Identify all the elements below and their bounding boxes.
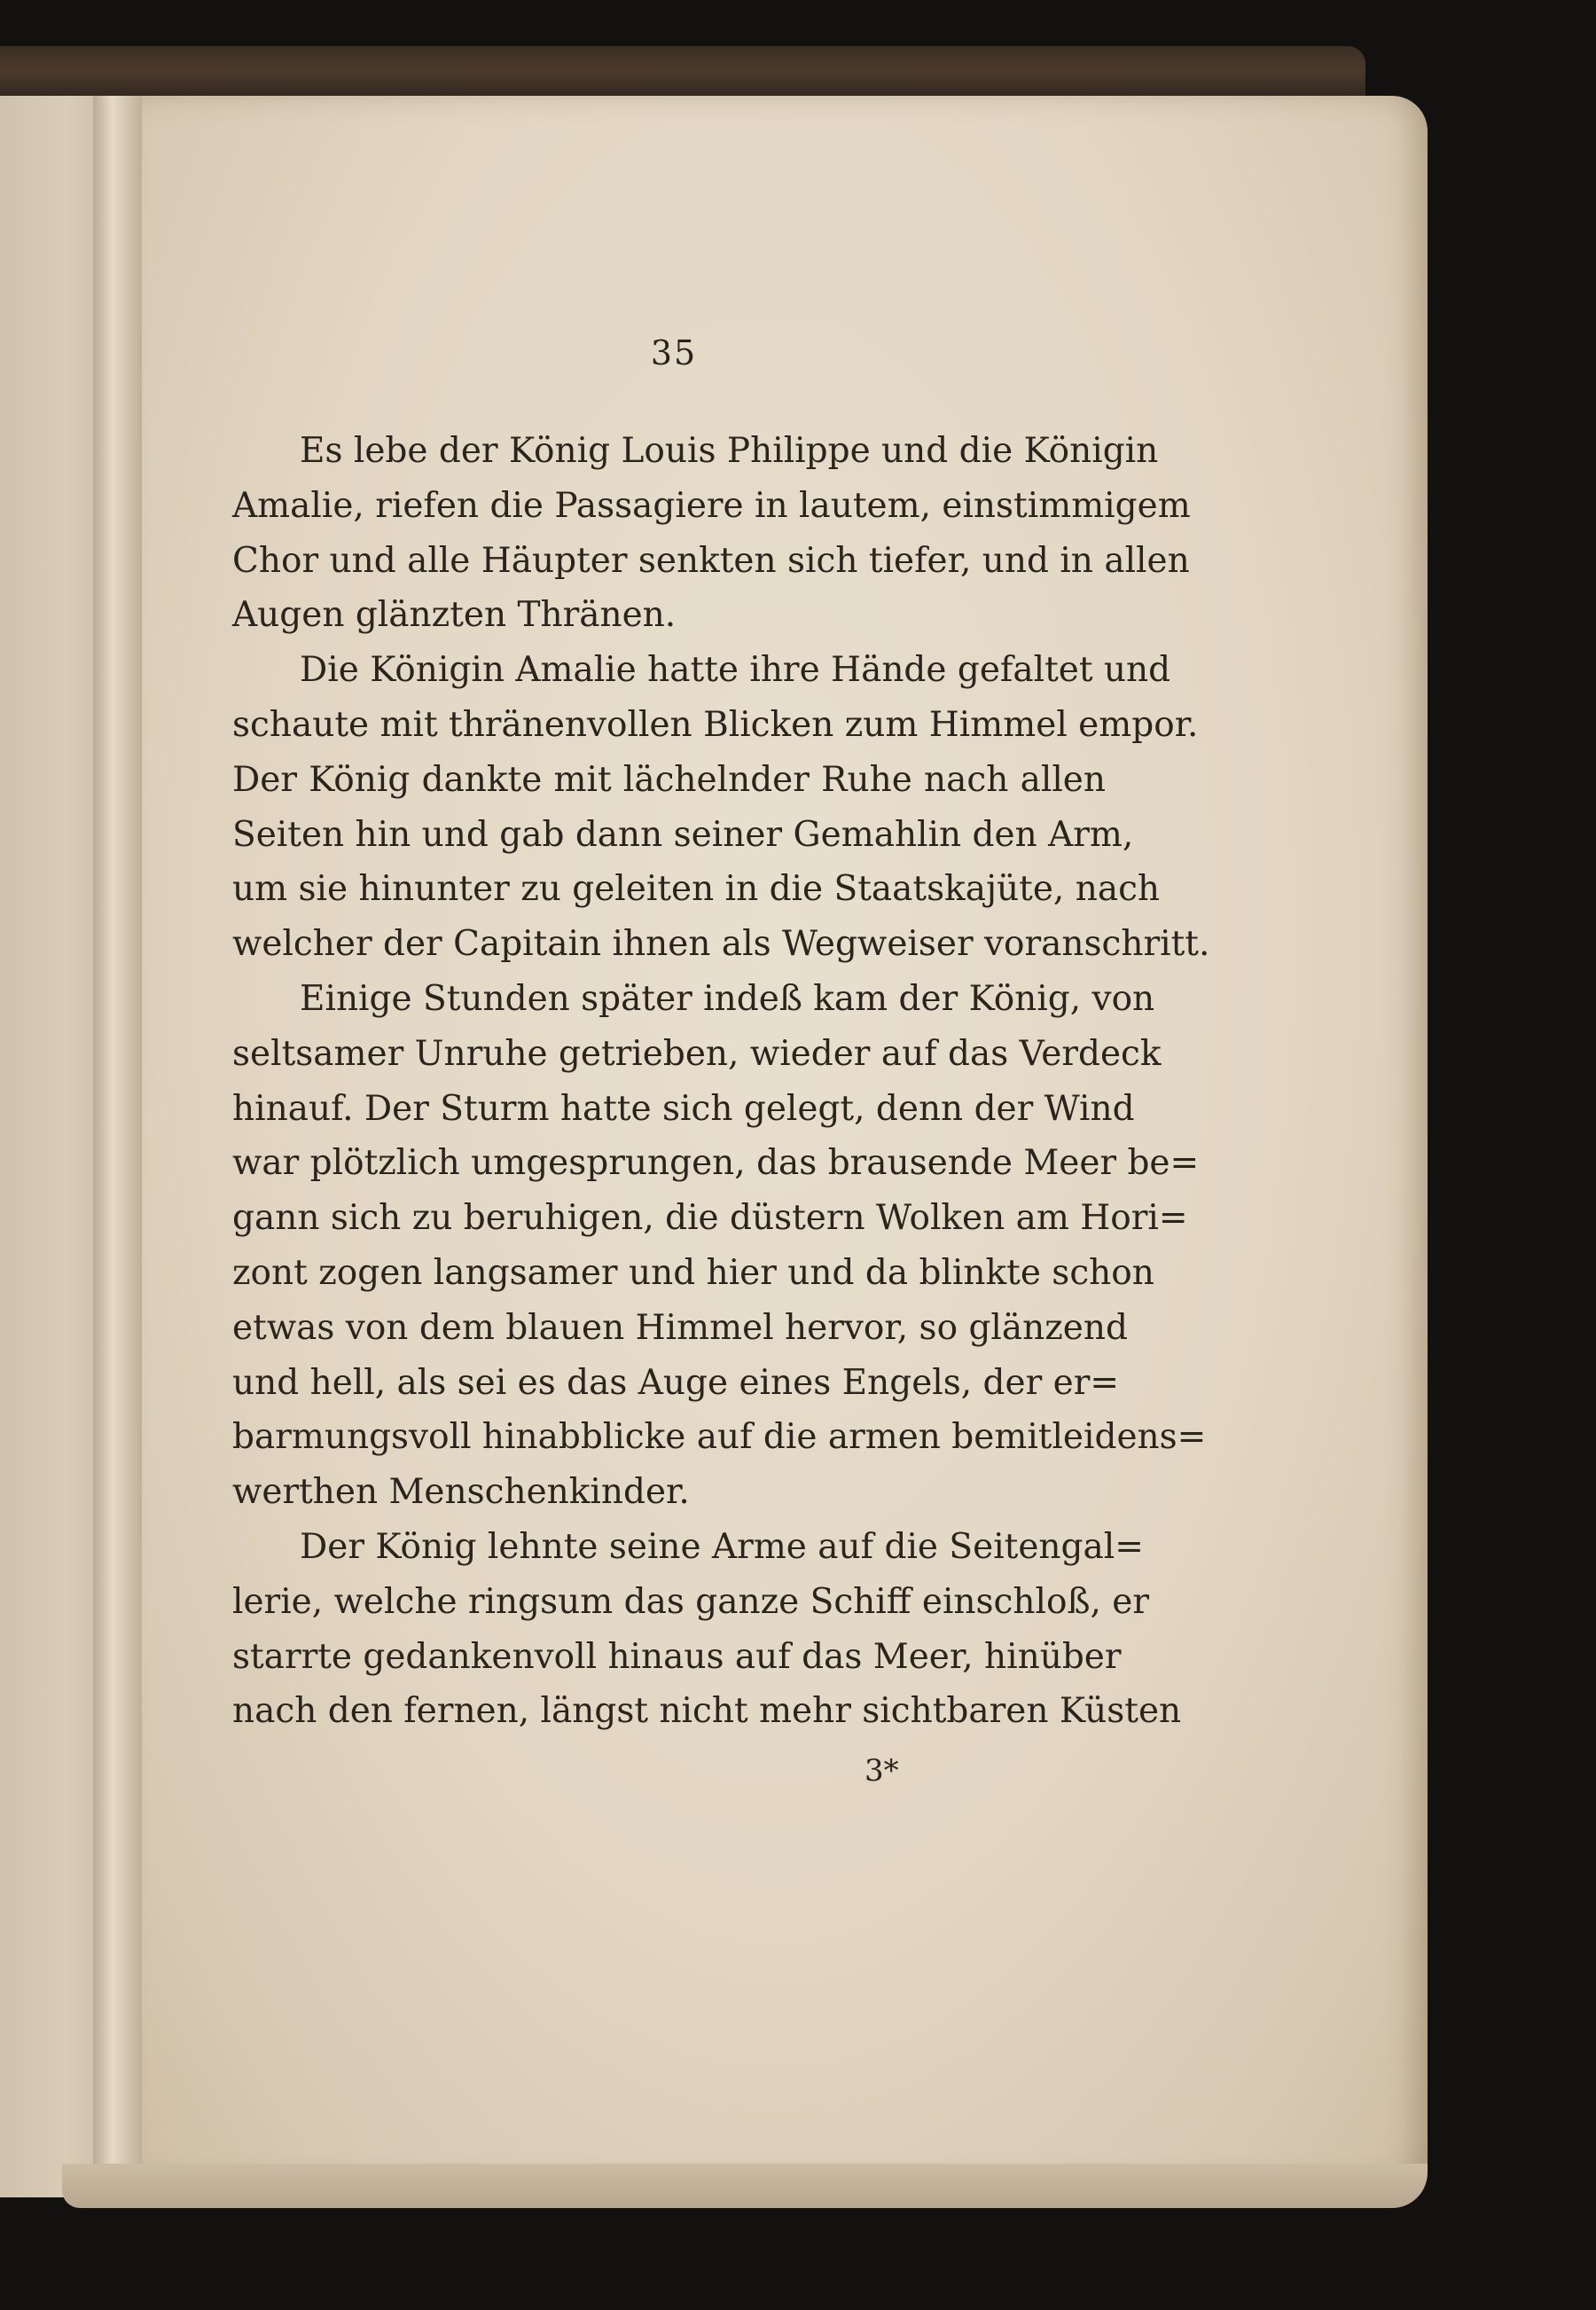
- text-line: gann sich zu beruhigen, die düstern Wolken am Hori=: [232, 1198, 1188, 1239]
- text-line: starrte gedankenvoll hinaus auf das Meer, hinüber: [232, 1636, 1122, 1677]
- text-line: Augen glänzten Thränen.: [232, 595, 677, 636]
- text-line: und hell, als sei es das Auge eines Engels, der er=: [232, 1362, 1120, 1403]
- text-line: barmungsvoll hinabblicke auf die armen bemitleidens=: [232, 1417, 1207, 1458]
- book-spine: [93, 96, 142, 2197]
- text-line: um sie hinunter zu geleiten in die Staatskajüte, nach: [232, 869, 1161, 910]
- text-line: Einige Stunden später indeß kam der König, von: [300, 978, 1155, 1019]
- text-line: war plötzlich umgesprungen, das brausende Meer be=: [232, 1143, 1200, 1184]
- text-line: nach den fernen, längst nicht mehr sichtbaren Küsten: [232, 1691, 1182, 1732]
- text-line: Die Königin Amalie hatte ihre Hände gefaltet und: [300, 650, 1171, 691]
- signature-mark: 3*: [864, 1753, 899, 1789]
- text-line: lerie, welche ringsum das ganze Schiff einschloß, er: [232, 1581, 1150, 1622]
- book-top-edge: [0, 46, 1365, 101]
- text-line: schaute mit thränenvollen Blicken zum Himmel empor.: [232, 704, 1199, 745]
- text-line: Seiten hin und gab dann seiner Gemahlin den Arm,: [232, 814, 1134, 855]
- book-bottom-edge: [62, 2164, 1428, 2208]
- text-line: etwas von dem blauen Himmel hervor, so glänzend: [232, 1307, 1128, 1348]
- text-line: Amalie, riefen die Passagiere in lautem, einstimmigem: [232, 485, 1191, 526]
- page-number: 35: [650, 333, 698, 372]
- text-line: werthen Menschenkinder.: [232, 1472, 690, 1513]
- text-line: Der König lehnte seine Arme auf die Seitengal=: [300, 1526, 1144, 1567]
- text-line: seltsamer Unruhe getrieben, wieder auf das Verdeck: [232, 1033, 1162, 1074]
- text-line: zont zogen langsamer und hier und da blinkte schon: [232, 1252, 1154, 1293]
- text-line: hinauf. Der Sturm hatte sich gelegt, denn der Wind: [232, 1088, 1135, 1129]
- body-text: [232, 424, 1210, 1739]
- text-line: Chor und alle Häupter senkten sich tiefer, und in allen: [232, 540, 1190, 581]
- text-line: Es lebe der König Louis Philippe und die Königin: [300, 431, 1159, 471]
- text-line: welcher der Capitain ihnen als Wegweiser voranschritt.: [232, 924, 1210, 965]
- text-line: Der König dankte mit lächelnder Ruhe nach allen: [232, 759, 1106, 800]
